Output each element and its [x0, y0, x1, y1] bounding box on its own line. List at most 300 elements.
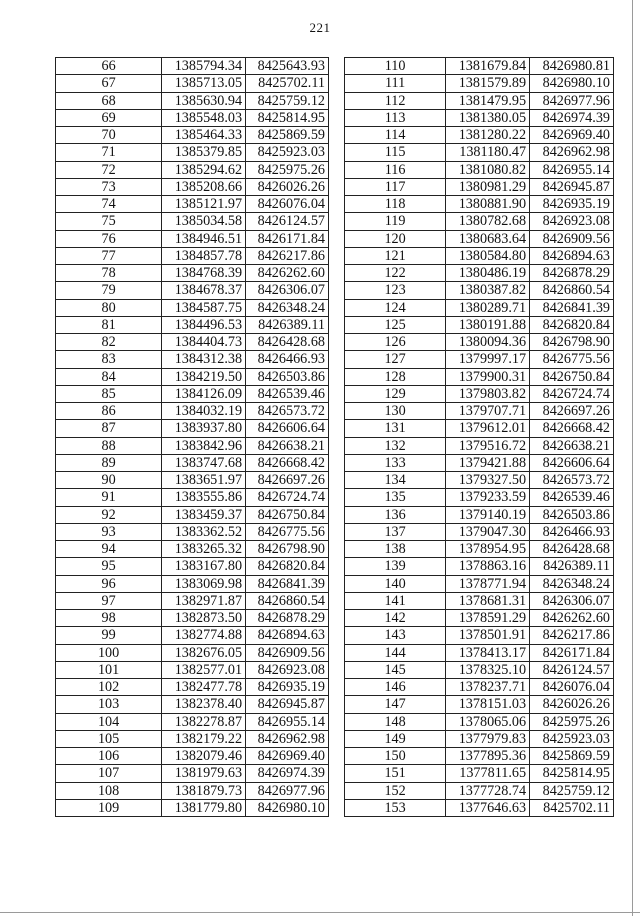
x-coordinate-cell: 1378863.16 — [446, 558, 530, 575]
y-coordinate-cell: 8426841.39 — [530, 299, 614, 316]
point-number-cell: 85 — [56, 385, 162, 402]
y-coordinate-cell: 8426974.39 — [246, 765, 329, 782]
y-coordinate-cell: 8426894.63 — [246, 627, 329, 644]
table-row — [56, 730, 329, 747]
point-number-cell: 105 — [56, 730, 162, 747]
table-row — [56, 213, 329, 230]
table-row — [345, 730, 614, 747]
point-number-cell: 118 — [345, 196, 446, 213]
point-number-cell: 87 — [56, 420, 162, 437]
y-coordinate-cell: 8426935.19 — [246, 679, 329, 696]
x-coordinate-cell: 1380289.71 — [446, 299, 530, 316]
x-coordinate-cell: 1382676.05 — [162, 644, 246, 661]
y-coordinate-cell: 8426348.24 — [246, 299, 329, 316]
x-coordinate-cell: 1380191.88 — [446, 316, 530, 333]
x-coordinate-cell: 1378413.17 — [446, 644, 530, 661]
table-row — [56, 799, 329, 816]
y-coordinate-cell: 8426217.86 — [530, 627, 614, 644]
y-coordinate-cell: 8426539.46 — [530, 489, 614, 506]
table-row — [56, 109, 329, 126]
point-number-cell: 139 — [345, 558, 446, 575]
x-coordinate-cell: 1379516.72 — [446, 437, 530, 454]
point-number-cell: 121 — [345, 247, 446, 264]
x-coordinate-cell: 1382179.22 — [162, 730, 246, 747]
table-row — [345, 437, 614, 454]
table-row — [56, 506, 329, 523]
point-number-cell: 126 — [345, 334, 446, 351]
table-row — [56, 368, 329, 385]
y-coordinate-cell: 8426894.63 — [530, 247, 614, 264]
y-coordinate-cell: 8426638.21 — [530, 437, 614, 454]
y-coordinate-cell: 8426026.26 — [246, 178, 329, 195]
x-coordinate-cell: 1380387.82 — [446, 282, 530, 299]
x-coordinate-cell: 1381380.05 — [446, 109, 530, 126]
table-row — [345, 385, 614, 402]
table-row — [345, 351, 614, 368]
x-coordinate-cell: 1383265.32 — [162, 541, 246, 558]
x-coordinate-cell: 1383167.80 — [162, 558, 246, 575]
x-coordinate-cell: 1383362.52 — [162, 523, 246, 540]
x-coordinate-cell: 1381779.80 — [162, 799, 246, 816]
y-coordinate-cell: 8426606.64 — [530, 454, 614, 471]
y-coordinate-cell: 8425702.11 — [530, 799, 614, 816]
point-number-cell: 148 — [345, 713, 446, 730]
y-coordinate-cell: 8425869.59 — [530, 748, 614, 765]
table-row — [345, 765, 614, 782]
table-row — [56, 472, 329, 489]
table-row — [345, 144, 614, 161]
table-row — [345, 334, 614, 351]
y-coordinate-cell: 8426306.07 — [530, 592, 614, 609]
x-coordinate-cell: 1379047.30 — [446, 523, 530, 540]
table-row — [56, 403, 329, 420]
y-coordinate-cell: 8426697.26 — [246, 472, 329, 489]
table-row — [56, 679, 329, 696]
x-coordinate-cell: 1383651.97 — [162, 472, 246, 489]
table-row — [345, 575, 614, 592]
point-number-cell: 113 — [345, 109, 446, 126]
x-coordinate-cell: 1380486.19 — [446, 265, 530, 282]
x-coordinate-cell: 1384219.50 — [162, 368, 246, 385]
table-row — [345, 368, 614, 385]
table-row — [345, 196, 614, 213]
table-row — [56, 713, 329, 730]
point-number-cell: 89 — [56, 454, 162, 471]
x-coordinate-cell: 1378237.71 — [446, 679, 530, 696]
x-coordinate-cell: 1385034.58 — [162, 213, 246, 230]
table-row — [56, 575, 329, 592]
point-number-cell: 147 — [345, 696, 446, 713]
table-row — [56, 230, 329, 247]
table-row — [345, 610, 614, 627]
table-row — [56, 161, 329, 178]
table-row — [345, 558, 614, 575]
table-row — [345, 161, 614, 178]
table-row — [345, 661, 614, 678]
y-coordinate-cell: 8425643.93 — [246, 58, 329, 75]
y-coordinate-cell: 8426980.10 — [246, 799, 329, 816]
y-coordinate-cell: 8426573.72 — [246, 403, 329, 420]
y-coordinate-cell: 8426124.57 — [530, 661, 614, 678]
table-row — [345, 592, 614, 609]
y-coordinate-cell: 8426124.57 — [246, 213, 329, 230]
y-coordinate-cell: 8426428.68 — [246, 334, 329, 351]
point-number-cell: 99 — [56, 627, 162, 644]
x-coordinate-cell: 1382477.78 — [162, 679, 246, 696]
point-number-cell: 67 — [56, 75, 162, 92]
table-row — [345, 523, 614, 540]
y-coordinate-cell: 8426668.42 — [246, 454, 329, 471]
scan-edge-line — [632, 0, 633, 916]
point-number-cell: 124 — [345, 299, 446, 316]
table-row — [345, 230, 614, 247]
point-number-cell: 150 — [345, 748, 446, 765]
y-coordinate-cell: 8426076.04 — [530, 679, 614, 696]
y-coordinate-cell: 8426878.29 — [530, 265, 614, 282]
point-number-cell: 132 — [345, 437, 446, 454]
y-coordinate-cell: 8426945.87 — [530, 178, 614, 195]
table-row — [56, 696, 329, 713]
table-row — [345, 58, 614, 75]
y-coordinate-cell: 8426573.72 — [530, 472, 614, 489]
y-coordinate-cell: 8426171.84 — [246, 230, 329, 247]
point-number-cell: 101 — [56, 661, 162, 678]
point-number-cell: 94 — [56, 541, 162, 558]
point-number-cell: 149 — [345, 730, 446, 747]
x-coordinate-cell: 1379140.19 — [446, 506, 530, 523]
x-coordinate-cell: 1385464.33 — [162, 127, 246, 144]
point-number-cell: 91 — [56, 489, 162, 506]
table-row — [345, 75, 614, 92]
point-number-cell: 151 — [345, 765, 446, 782]
y-coordinate-cell: 8426348.24 — [530, 575, 614, 592]
table-row — [56, 334, 329, 351]
table-row — [56, 265, 329, 282]
point-number-cell: 78 — [56, 265, 162, 282]
y-coordinate-cell: 8426955.14 — [246, 713, 329, 730]
point-number-cell: 131 — [345, 420, 446, 437]
point-number-cell: 119 — [345, 213, 446, 230]
y-coordinate-cell: 8426638.21 — [246, 437, 329, 454]
table-row — [345, 109, 614, 126]
y-coordinate-cell: 8426775.56 — [246, 523, 329, 540]
table-row — [56, 178, 329, 195]
point-number-cell: 82 — [56, 334, 162, 351]
x-coordinate-cell: 1384312.38 — [162, 351, 246, 368]
x-coordinate-cell: 1382971.87 — [162, 592, 246, 609]
point-number-cell: 142 — [345, 610, 446, 627]
point-number-cell: 117 — [345, 178, 446, 195]
table-row — [56, 75, 329, 92]
y-coordinate-cell: 8426389.11 — [246, 316, 329, 333]
table-row — [345, 541, 614, 558]
point-number-cell: 143 — [345, 627, 446, 644]
point-number-cell: 71 — [56, 144, 162, 161]
y-coordinate-cell: 8426306.07 — [246, 282, 329, 299]
point-number-cell: 84 — [56, 368, 162, 385]
point-number-cell: 69 — [56, 109, 162, 126]
y-coordinate-cell: 8426217.86 — [246, 247, 329, 264]
point-number-cell: 74 — [56, 196, 162, 213]
point-number-cell: 153 — [345, 799, 446, 816]
page-number: 221 — [309, 20, 331, 35]
point-number-cell: 77 — [56, 247, 162, 264]
y-coordinate-cell: 8425975.26 — [530, 713, 614, 730]
x-coordinate-cell: 1381180.47 — [446, 144, 530, 161]
table-row — [56, 661, 329, 678]
x-coordinate-cell: 1385713.05 — [162, 75, 246, 92]
x-coordinate-cell: 1385548.03 — [162, 109, 246, 126]
y-coordinate-cell: 8425814.95 — [246, 109, 329, 126]
x-coordinate-cell: 1385208.66 — [162, 178, 246, 195]
y-coordinate-cell: 8426909.56 — [530, 230, 614, 247]
table-row — [345, 782, 614, 799]
x-coordinate-cell: 1379327.50 — [446, 472, 530, 489]
table-row — [345, 696, 614, 713]
y-coordinate-cell: 8425759.12 — [530, 782, 614, 799]
y-coordinate-cell: 8426503.86 — [246, 368, 329, 385]
point-number-cell: 141 — [345, 592, 446, 609]
y-coordinate-cell: 8426860.54 — [530, 282, 614, 299]
x-coordinate-cell: 1382577.01 — [162, 661, 246, 678]
y-coordinate-cell: 8426955.14 — [530, 161, 614, 178]
y-coordinate-cell: 8426798.90 — [246, 541, 329, 558]
y-coordinate-cell: 8426724.74 — [530, 385, 614, 402]
point-number-cell: 93 — [56, 523, 162, 540]
y-coordinate-cell: 8426428.68 — [530, 541, 614, 558]
x-coordinate-cell: 1383842.96 — [162, 437, 246, 454]
table-row — [345, 92, 614, 109]
y-coordinate-cell: 8426969.40 — [530, 127, 614, 144]
table-row — [56, 627, 329, 644]
y-coordinate-cell: 8426798.90 — [530, 334, 614, 351]
point-number-cell: 68 — [56, 92, 162, 109]
x-coordinate-cell: 1377728.74 — [446, 782, 530, 799]
y-coordinate-cell: 8426539.46 — [246, 385, 329, 402]
table-row — [56, 420, 329, 437]
x-coordinate-cell: 1381479.95 — [446, 92, 530, 109]
table-row — [56, 92, 329, 109]
y-coordinate-cell: 8426962.98 — [530, 144, 614, 161]
table-row — [56, 644, 329, 661]
y-coordinate-cell: 8426962.98 — [246, 730, 329, 747]
x-coordinate-cell: 1384404.73 — [162, 334, 246, 351]
point-number-cell: 120 — [345, 230, 446, 247]
y-coordinate-cell: 8426945.87 — [246, 696, 329, 713]
y-coordinate-cell: 8426668.42 — [530, 420, 614, 437]
table-row — [56, 765, 329, 782]
y-coordinate-cell: 8426860.54 — [246, 592, 329, 609]
x-coordinate-cell: 1379612.01 — [446, 420, 530, 437]
table-row — [56, 610, 329, 627]
table-row — [345, 627, 614, 644]
y-coordinate-cell: 8426841.39 — [246, 575, 329, 592]
y-coordinate-cell: 8425869.59 — [246, 127, 329, 144]
x-coordinate-cell: 1382774.88 — [162, 627, 246, 644]
point-number-cell: 146 — [345, 679, 446, 696]
x-coordinate-cell: 1384946.51 — [162, 230, 246, 247]
y-coordinate-cell: 8426775.56 — [530, 351, 614, 368]
table-row — [56, 282, 329, 299]
y-coordinate-cell: 8426389.11 — [530, 558, 614, 575]
point-number-cell: 111 — [345, 75, 446, 92]
y-coordinate-cell: 8425975.26 — [246, 161, 329, 178]
point-number-cell: 81 — [56, 316, 162, 333]
coordinate-table-left — [55, 57, 329, 817]
y-coordinate-cell: 8426171.84 — [530, 644, 614, 661]
table-row — [345, 644, 614, 661]
point-number-cell: 98 — [56, 610, 162, 627]
x-coordinate-cell: 1380094.36 — [446, 334, 530, 351]
x-coordinate-cell: 1385794.34 — [162, 58, 246, 75]
y-coordinate-cell: 8426977.96 — [246, 782, 329, 799]
point-number-cell: 102 — [56, 679, 162, 696]
table-row — [56, 523, 329, 540]
x-coordinate-cell: 1383555.86 — [162, 489, 246, 506]
x-coordinate-cell: 1385121.97 — [162, 196, 246, 213]
table-row — [56, 351, 329, 368]
table-row — [345, 420, 614, 437]
x-coordinate-cell: 1380683.64 — [446, 230, 530, 247]
point-number-cell: 122 — [345, 265, 446, 282]
point-number-cell: 75 — [56, 213, 162, 230]
x-coordinate-cell: 1382278.87 — [162, 713, 246, 730]
x-coordinate-cell: 1384496.53 — [162, 316, 246, 333]
point-number-cell: 70 — [56, 127, 162, 144]
point-number-cell: 104 — [56, 713, 162, 730]
y-coordinate-cell: 8425759.12 — [246, 92, 329, 109]
x-coordinate-cell: 1378065.06 — [446, 713, 530, 730]
coordinate-table-right-body — [345, 58, 614, 817]
y-coordinate-cell: 8426750.84 — [246, 506, 329, 523]
point-number-cell: 152 — [345, 782, 446, 799]
x-coordinate-cell: 1384768.39 — [162, 265, 246, 282]
x-coordinate-cell: 1381579.89 — [446, 75, 530, 92]
y-coordinate-cell: 8426076.04 — [246, 196, 329, 213]
table-row — [56, 782, 329, 799]
table-row — [56, 454, 329, 471]
point-number-cell: 115 — [345, 144, 446, 161]
y-coordinate-cell: 8426820.84 — [530, 316, 614, 333]
x-coordinate-cell: 1380981.29 — [446, 178, 530, 195]
x-coordinate-cell: 1381979.63 — [162, 765, 246, 782]
table-row — [345, 799, 614, 816]
x-coordinate-cell: 1380782.68 — [446, 213, 530, 230]
point-number-cell: 125 — [345, 316, 446, 333]
y-coordinate-cell: 8426974.39 — [530, 109, 614, 126]
table-row — [56, 558, 329, 575]
x-coordinate-cell: 1378501.91 — [446, 627, 530, 644]
x-coordinate-cell: 1377811.65 — [446, 765, 530, 782]
x-coordinate-cell: 1382873.50 — [162, 610, 246, 627]
x-coordinate-cell: 1381679.84 — [446, 58, 530, 75]
table-row — [56, 385, 329, 402]
point-number-cell: 135 — [345, 489, 446, 506]
point-number-cell: 112 — [345, 92, 446, 109]
table-row — [345, 748, 614, 765]
y-coordinate-cell: 8426969.40 — [246, 748, 329, 765]
y-coordinate-cell: 8426466.93 — [530, 523, 614, 540]
y-coordinate-cell: 8426878.29 — [246, 610, 329, 627]
point-number-cell: 109 — [56, 799, 162, 816]
table-row — [345, 489, 614, 506]
coordinate-table-left-body — [56, 58, 329, 817]
point-number-cell: 106 — [56, 748, 162, 765]
x-coordinate-cell: 1383747.68 — [162, 454, 246, 471]
x-coordinate-cell: 1385630.94 — [162, 92, 246, 109]
table-row — [56, 196, 329, 213]
y-coordinate-cell: 8426750.84 — [530, 368, 614, 385]
y-coordinate-cell: 8426923.08 — [530, 213, 614, 230]
x-coordinate-cell: 1383069.98 — [162, 575, 246, 592]
x-coordinate-cell: 1379900.31 — [446, 368, 530, 385]
point-number-cell: 110 — [345, 58, 446, 75]
point-number-cell: 86 — [56, 403, 162, 420]
table-row — [56, 144, 329, 161]
x-coordinate-cell: 1381080.82 — [446, 161, 530, 178]
point-number-cell: 128 — [345, 368, 446, 385]
point-number-cell: 90 — [56, 472, 162, 489]
x-coordinate-cell: 1378151.03 — [446, 696, 530, 713]
y-coordinate-cell: 8426724.74 — [246, 489, 329, 506]
point-number-cell: 100 — [56, 644, 162, 661]
x-coordinate-cell: 1379997.17 — [446, 351, 530, 368]
y-coordinate-cell: 8426606.64 — [246, 420, 329, 437]
point-number-cell: 129 — [345, 385, 446, 402]
y-coordinate-cell: 8426980.81 — [530, 58, 614, 75]
point-number-cell: 130 — [345, 403, 446, 420]
point-number-cell: 97 — [56, 592, 162, 609]
table-row — [56, 58, 329, 75]
table-row — [345, 282, 614, 299]
x-coordinate-cell: 1379707.71 — [446, 403, 530, 420]
x-coordinate-cell: 1378591.29 — [446, 610, 530, 627]
point-number-cell: 137 — [345, 523, 446, 540]
table-row — [56, 316, 329, 333]
table-row — [56, 247, 329, 264]
table-row — [56, 437, 329, 454]
x-coordinate-cell: 1383459.37 — [162, 506, 246, 523]
table-row — [345, 178, 614, 195]
x-coordinate-cell: 1377646.63 — [446, 799, 530, 816]
point-number-cell: 144 — [345, 644, 446, 661]
x-coordinate-cell: 1381879.73 — [162, 782, 246, 799]
x-coordinate-cell: 1378681.31 — [446, 592, 530, 609]
x-coordinate-cell: 1384678.37 — [162, 282, 246, 299]
x-coordinate-cell: 1381280.22 — [446, 127, 530, 144]
table-row — [345, 127, 614, 144]
point-number-cell: 108 — [56, 782, 162, 799]
table-row — [345, 247, 614, 264]
point-number-cell: 83 — [56, 351, 162, 368]
x-coordinate-cell: 1385379.85 — [162, 144, 246, 161]
point-number-cell: 80 — [56, 299, 162, 316]
x-coordinate-cell: 1378771.94 — [446, 575, 530, 592]
coordinate-table-right — [344, 57, 614, 817]
x-coordinate-cell: 1378325.10 — [446, 661, 530, 678]
x-coordinate-cell: 1380881.90 — [446, 196, 530, 213]
point-number-cell: 134 — [345, 472, 446, 489]
point-number-cell: 92 — [56, 506, 162, 523]
point-number-cell: 107 — [56, 765, 162, 782]
point-number-cell: 95 — [56, 558, 162, 575]
table-row — [345, 454, 614, 471]
y-coordinate-cell: 8426980.10 — [530, 75, 614, 92]
table-row — [56, 541, 329, 558]
scan-bottom-line — [0, 912, 640, 913]
x-coordinate-cell: 1378954.95 — [446, 541, 530, 558]
point-number-cell: 127 — [345, 351, 446, 368]
